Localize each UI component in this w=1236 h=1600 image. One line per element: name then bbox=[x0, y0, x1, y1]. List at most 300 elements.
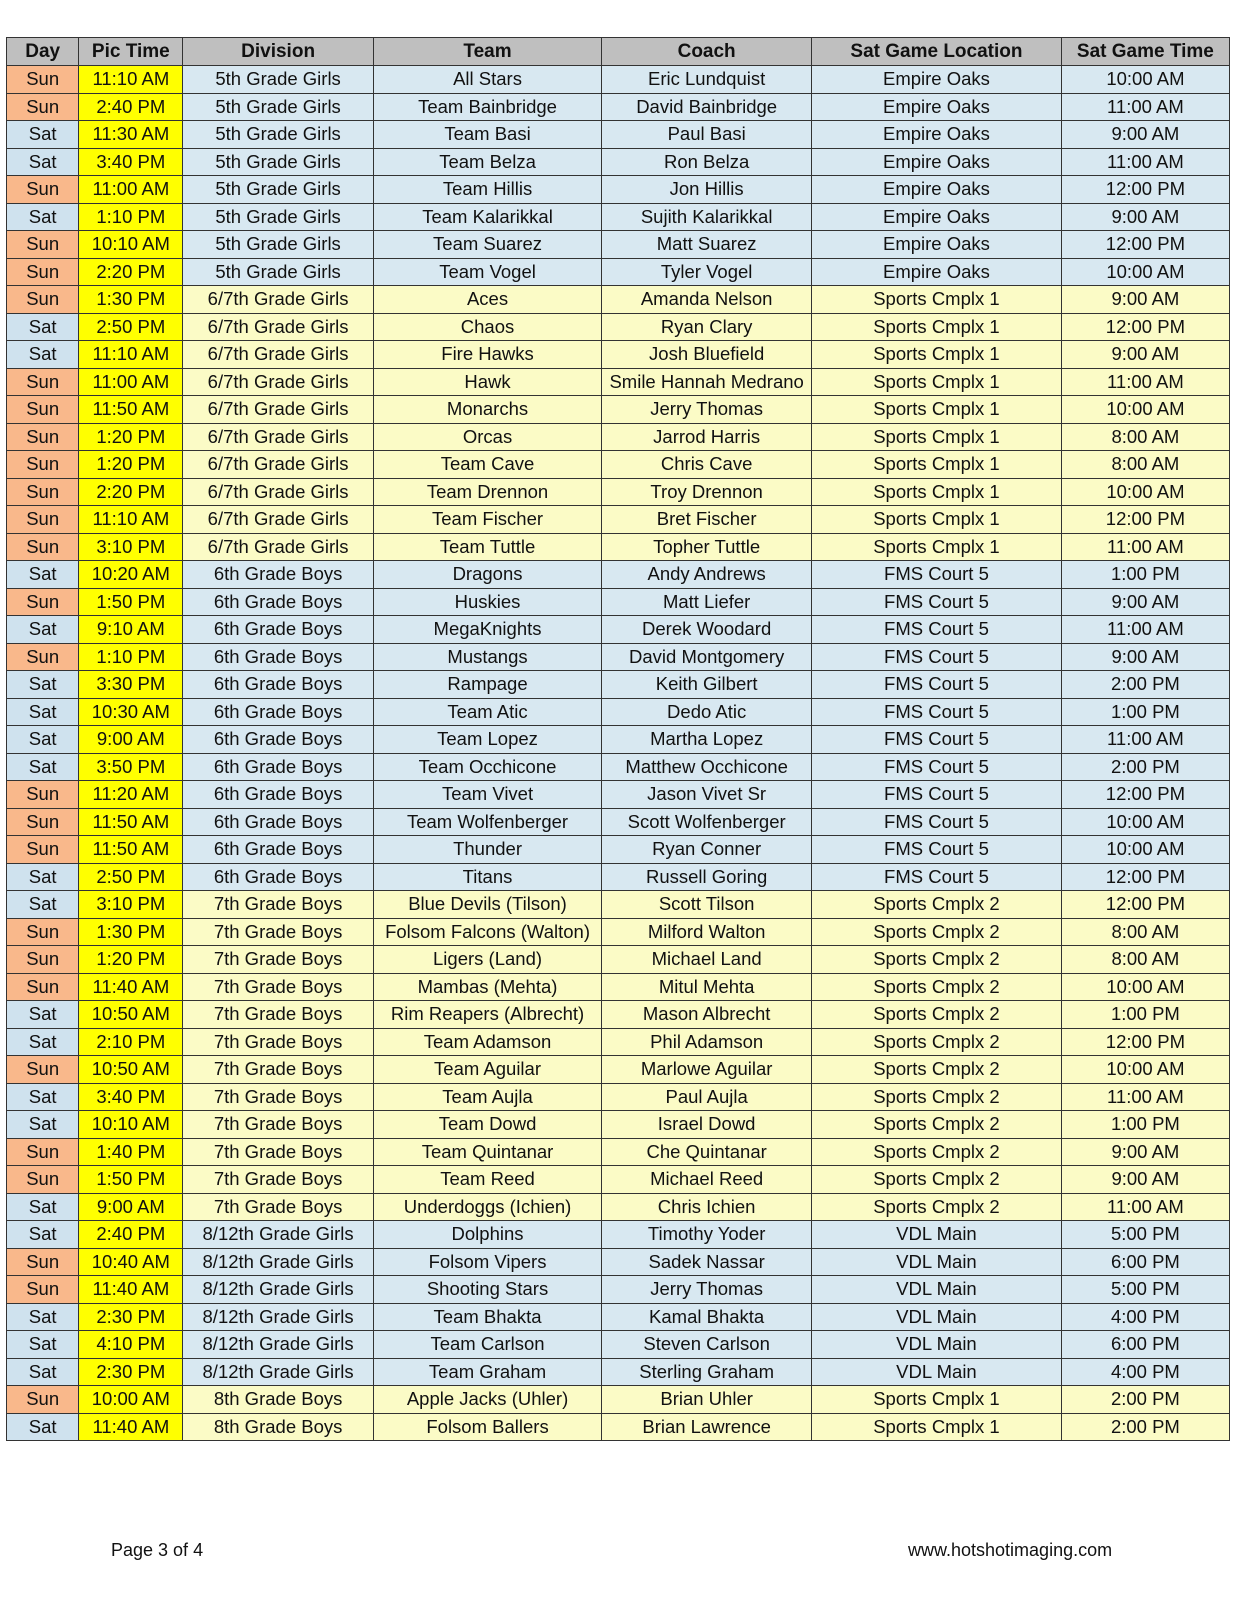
game-time-cell: 10:00 AM bbox=[1061, 478, 1229, 506]
game-time-cell: 10:00 AM bbox=[1061, 836, 1229, 864]
day-cell: Sun bbox=[7, 1138, 79, 1166]
pic-time-cell: 3:10 PM bbox=[79, 533, 183, 561]
coach-cell: Brian Uhler bbox=[602, 1386, 812, 1414]
pic-time-cell: 11:50 AM bbox=[79, 396, 183, 424]
header-team: Team bbox=[373, 38, 601, 66]
day-cell: Sun bbox=[7, 1386, 79, 1414]
pic-time-cell: 3:10 PM bbox=[79, 891, 183, 919]
game-time-cell: 6:00 PM bbox=[1061, 1248, 1229, 1276]
location-cell: Sports Cmplx 1 bbox=[812, 506, 1062, 534]
pic-time-cell: 1:20 PM bbox=[79, 423, 183, 451]
team-cell: Team Graham bbox=[373, 1358, 601, 1386]
location-cell: FMS Court 5 bbox=[812, 753, 1062, 781]
header-day: Day bbox=[7, 38, 79, 66]
pic-time-cell: 2:40 PM bbox=[79, 1221, 183, 1249]
coach-cell: Sujith Kalarikkal bbox=[602, 203, 812, 231]
location-cell: Sports Cmplx 1 bbox=[812, 533, 1062, 561]
day-cell: Sat bbox=[7, 1083, 79, 1111]
table-row bbox=[7, 643, 1230, 671]
table-row bbox=[7, 396, 1230, 424]
game-time-cell: 9:00 AM bbox=[1061, 588, 1229, 616]
team-cell: Aces bbox=[373, 286, 601, 314]
team-cell: Team Occhicone bbox=[373, 753, 601, 781]
team-cell: Team Basi bbox=[373, 121, 601, 149]
game-time-cell: 1:00 PM bbox=[1061, 1111, 1229, 1139]
team-cell: Team Aujla bbox=[373, 1083, 601, 1111]
division-cell: 6/7th Grade Girls bbox=[183, 506, 374, 534]
pic-time-cell: 11:10 AM bbox=[79, 341, 183, 369]
location-cell: FMS Court 5 bbox=[812, 698, 1062, 726]
coach-cell: Topher Tuttle bbox=[602, 533, 812, 561]
table-row bbox=[7, 753, 1230, 781]
team-cell: Team Reed bbox=[373, 1166, 601, 1194]
table-row bbox=[7, 66, 1230, 94]
day-cell: Sun bbox=[7, 396, 79, 424]
pic-time-cell: 1:50 PM bbox=[79, 588, 183, 616]
location-cell: Sports Cmplx 2 bbox=[812, 1001, 1062, 1029]
pic-time-cell: 10:50 AM bbox=[79, 1056, 183, 1084]
team-cell: Team Dowd bbox=[373, 1111, 601, 1139]
team-cell: Titans bbox=[373, 863, 601, 891]
pic-time-cell: 2:10 PM bbox=[79, 1028, 183, 1056]
game-time-cell: 2:00 PM bbox=[1061, 671, 1229, 699]
game-time-cell: 6:00 PM bbox=[1061, 1331, 1229, 1359]
team-cell: Team Bainbridge bbox=[373, 93, 601, 121]
game-time-cell: 8:00 AM bbox=[1061, 451, 1229, 479]
coach-cell: Bret Fischer bbox=[602, 506, 812, 534]
team-cell: Team Aguilar bbox=[373, 1056, 601, 1084]
team-cell: Team Drennon bbox=[373, 478, 601, 506]
team-cell: Team Wolfenberger bbox=[373, 808, 601, 836]
game-time-cell: 2:00 PM bbox=[1061, 1413, 1229, 1441]
division-cell: 5th Grade Girls bbox=[183, 121, 374, 149]
team-cell: Mambas (Mehta) bbox=[373, 973, 601, 1001]
team-cell: Dragons bbox=[373, 561, 601, 589]
location-cell: Sports Cmplx 2 bbox=[812, 1083, 1062, 1111]
team-cell: Team Carlson bbox=[373, 1331, 601, 1359]
coach-cell: Chris Cave bbox=[602, 451, 812, 479]
team-cell: Mustangs bbox=[373, 643, 601, 671]
game-time-cell: 2:00 PM bbox=[1061, 1386, 1229, 1414]
location-cell: Sports Cmplx 2 bbox=[812, 1166, 1062, 1194]
pic-time-cell: 11:40 AM bbox=[79, 973, 183, 1001]
division-cell: 6/7th Grade Girls bbox=[183, 313, 374, 341]
day-cell: Sun bbox=[7, 808, 79, 836]
header-row bbox=[7, 38, 1230, 66]
pic-time-cell: 3:30 PM bbox=[79, 671, 183, 699]
day-cell: Sun bbox=[7, 1056, 79, 1084]
game-time-cell: 9:00 AM bbox=[1061, 643, 1229, 671]
pic-time-cell: 10:10 AM bbox=[79, 1111, 183, 1139]
pic-time-cell: 9:00 AM bbox=[79, 726, 183, 754]
table-row bbox=[7, 506, 1230, 534]
coach-cell: Chris Ichien bbox=[602, 1193, 812, 1221]
team-cell: Team Hillis bbox=[373, 176, 601, 204]
pic-time-cell: 11:10 AM bbox=[79, 66, 183, 94]
table-row bbox=[7, 863, 1230, 891]
team-cell: Hawk bbox=[373, 368, 601, 396]
division-cell: 5th Grade Girls bbox=[183, 93, 374, 121]
location-cell: Sports Cmplx 1 bbox=[812, 341, 1062, 369]
day-cell: Sun bbox=[7, 506, 79, 534]
day-cell: Sat bbox=[7, 891, 79, 919]
game-time-cell: 9:00 AM bbox=[1061, 341, 1229, 369]
division-cell: 8/12th Grade Girls bbox=[183, 1276, 374, 1304]
location-cell: Empire Oaks bbox=[812, 93, 1062, 121]
coach-cell: Che Quintanar bbox=[602, 1138, 812, 1166]
pic-time-cell: 11:00 AM bbox=[79, 368, 183, 396]
team-cell: Team Cave bbox=[373, 451, 601, 479]
coach-cell: Mitul Mehta bbox=[602, 973, 812, 1001]
table-row bbox=[7, 1358, 1230, 1386]
table-row bbox=[7, 93, 1230, 121]
division-cell: 7th Grade Boys bbox=[183, 1166, 374, 1194]
table-row bbox=[7, 1138, 1230, 1166]
division-cell: 7th Grade Boys bbox=[183, 1001, 374, 1029]
game-time-cell: 1:00 PM bbox=[1061, 561, 1229, 589]
location-cell: Sports Cmplx 1 bbox=[812, 423, 1062, 451]
coach-cell: Russell Goring bbox=[602, 863, 812, 891]
day-cell: Sat bbox=[7, 671, 79, 699]
game-time-cell: 10:00 AM bbox=[1061, 973, 1229, 1001]
team-cell: Team Fischer bbox=[373, 506, 601, 534]
division-cell: 6th Grade Boys bbox=[183, 863, 374, 891]
pic-time-cell: 4:10 PM bbox=[79, 1331, 183, 1359]
coach-cell: Ron Belza bbox=[602, 148, 812, 176]
location-cell: FMS Court 5 bbox=[812, 808, 1062, 836]
table-row bbox=[7, 973, 1230, 1001]
division-cell: 6/7th Grade Girls bbox=[183, 533, 374, 561]
pic-time-cell: 3:40 PM bbox=[79, 1083, 183, 1111]
division-cell: 6th Grade Boys bbox=[183, 643, 374, 671]
table-row bbox=[7, 533, 1230, 561]
pic-time-cell: 11:50 AM bbox=[79, 836, 183, 864]
team-cell: All Stars bbox=[373, 66, 601, 94]
location-cell: Sports Cmplx 2 bbox=[812, 973, 1062, 1001]
table-row bbox=[7, 918, 1230, 946]
division-cell: 6/7th Grade Girls bbox=[183, 451, 374, 479]
game-time-cell: 10:00 AM bbox=[1061, 1056, 1229, 1084]
location-cell: FMS Court 5 bbox=[812, 781, 1062, 809]
coach-cell: Matt Liefer bbox=[602, 588, 812, 616]
division-cell: 6th Grade Boys bbox=[183, 561, 374, 589]
day-cell: Sat bbox=[7, 1303, 79, 1331]
pic-time-cell: 10:00 AM bbox=[79, 1386, 183, 1414]
table-row bbox=[7, 1248, 1230, 1276]
table-row bbox=[7, 1001, 1230, 1029]
coach-cell: Jarrod Harris bbox=[602, 423, 812, 451]
division-cell: 7th Grade Boys bbox=[183, 1056, 374, 1084]
coach-cell: Scott Wolfenberger bbox=[602, 808, 812, 836]
table-row bbox=[7, 451, 1230, 479]
day-cell: Sat bbox=[7, 1028, 79, 1056]
pic-time-cell: 11:00 AM bbox=[79, 176, 183, 204]
coach-cell: Brian Lawrence bbox=[602, 1413, 812, 1441]
coach-cell: Kamal Bhakta bbox=[602, 1303, 812, 1331]
day-cell: Sun bbox=[7, 1166, 79, 1194]
day-cell: Sun bbox=[7, 66, 79, 94]
pic-time-cell: 3:50 PM bbox=[79, 753, 183, 781]
game-time-cell: 9:00 AM bbox=[1061, 1138, 1229, 1166]
location-cell: Empire Oaks bbox=[812, 121, 1062, 149]
division-cell: 7th Grade Boys bbox=[183, 918, 374, 946]
day-cell: Sun bbox=[7, 451, 79, 479]
pic-time-cell: 11:50 AM bbox=[79, 808, 183, 836]
division-cell: 5th Grade Girls bbox=[183, 258, 374, 286]
coach-cell: Josh Bluefield bbox=[602, 341, 812, 369]
division-cell: 8/12th Grade Girls bbox=[183, 1221, 374, 1249]
coach-cell: Jerry Thomas bbox=[602, 396, 812, 424]
day-cell: Sun bbox=[7, 93, 79, 121]
team-cell: Shooting Stars bbox=[373, 1276, 601, 1304]
team-cell: Team Suarez bbox=[373, 231, 601, 259]
pic-time-cell: 1:30 PM bbox=[79, 918, 183, 946]
team-cell: Team Quintanar bbox=[373, 1138, 601, 1166]
table-row bbox=[7, 836, 1230, 864]
pic-time-cell: 10:10 AM bbox=[79, 231, 183, 259]
day-cell: Sat bbox=[7, 726, 79, 754]
day-cell: Sun bbox=[7, 368, 79, 396]
game-time-cell: 12:00 PM bbox=[1061, 1028, 1229, 1056]
table-row bbox=[7, 891, 1230, 919]
division-cell: 7th Grade Boys bbox=[183, 1028, 374, 1056]
team-cell: Underdoggs (Ichien) bbox=[373, 1193, 601, 1221]
table-row bbox=[7, 478, 1230, 506]
game-time-cell: 12:00 PM bbox=[1061, 313, 1229, 341]
team-cell: Team Lopez bbox=[373, 726, 601, 754]
header-sat-game-location: Sat Game Location bbox=[812, 38, 1062, 66]
pic-time-cell: 2:20 PM bbox=[79, 478, 183, 506]
table-row bbox=[7, 258, 1230, 286]
team-cell: Folsom Ballers bbox=[373, 1413, 601, 1441]
division-cell: 5th Grade Girls bbox=[183, 231, 374, 259]
pic-time-cell: 2:30 PM bbox=[79, 1358, 183, 1386]
game-time-cell: 1:00 PM bbox=[1061, 698, 1229, 726]
coach-cell: Dedo Atic bbox=[602, 698, 812, 726]
table-row bbox=[7, 1386, 1230, 1414]
day-cell: Sun bbox=[7, 533, 79, 561]
website-url: www.hotshotimaging.com bbox=[908, 1540, 1113, 1560]
schedule-body bbox=[7, 66, 1230, 1441]
game-time-cell: 11:00 AM bbox=[1061, 533, 1229, 561]
division-cell: 6/7th Grade Girls bbox=[183, 341, 374, 369]
location-cell: FMS Court 5 bbox=[812, 588, 1062, 616]
coach-cell: Troy Drennon bbox=[602, 478, 812, 506]
division-cell: 6/7th Grade Girls bbox=[183, 368, 374, 396]
day-cell: Sat bbox=[7, 753, 79, 781]
pic-time-cell: 3:40 PM bbox=[79, 148, 183, 176]
division-cell: 6th Grade Boys bbox=[183, 753, 374, 781]
division-cell: 5th Grade Girls bbox=[183, 66, 374, 94]
location-cell: Sports Cmplx 2 bbox=[812, 946, 1062, 974]
location-cell: FMS Court 5 bbox=[812, 561, 1062, 589]
day-cell: Sun bbox=[7, 1248, 79, 1276]
game-time-cell: 4:00 PM bbox=[1061, 1303, 1229, 1331]
table-row bbox=[7, 808, 1230, 836]
day-cell: Sat bbox=[7, 698, 79, 726]
team-cell: Blue Devils (Tilson) bbox=[373, 891, 601, 919]
table-row bbox=[7, 121, 1230, 149]
game-time-cell: 12:00 PM bbox=[1061, 891, 1229, 919]
pic-time-cell: 9:10 AM bbox=[79, 616, 183, 644]
pic-time-cell: 2:30 PM bbox=[79, 1303, 183, 1331]
pic-time-cell: 2:40 PM bbox=[79, 93, 183, 121]
division-cell: 8th Grade Boys bbox=[183, 1413, 374, 1441]
coach-cell: Matt Suarez bbox=[602, 231, 812, 259]
schedule-table bbox=[6, 37, 1230, 1441]
table-row bbox=[7, 1166, 1230, 1194]
day-cell: Sun bbox=[7, 231, 79, 259]
day-cell: Sun bbox=[7, 423, 79, 451]
team-cell: Thunder bbox=[373, 836, 601, 864]
division-cell: 7th Grade Boys bbox=[183, 1193, 374, 1221]
coach-cell: Andy Andrews bbox=[602, 561, 812, 589]
day-cell: Sat bbox=[7, 1193, 79, 1221]
team-cell: Chaos bbox=[373, 313, 601, 341]
table-row bbox=[7, 1276, 1230, 1304]
game-time-cell: 11:00 AM bbox=[1061, 148, 1229, 176]
coach-cell: Paul Aujla bbox=[602, 1083, 812, 1111]
location-cell: Empire Oaks bbox=[812, 66, 1062, 94]
table-row bbox=[7, 313, 1230, 341]
coach-cell: Sadek Nassar bbox=[602, 1248, 812, 1276]
table-row bbox=[7, 286, 1230, 314]
coach-cell: Michael Land bbox=[602, 946, 812, 974]
game-time-cell: 11:00 AM bbox=[1061, 368, 1229, 396]
division-cell: 6th Grade Boys bbox=[183, 588, 374, 616]
team-cell: Ligers (Land) bbox=[373, 946, 601, 974]
team-cell: Team Adamson bbox=[373, 1028, 601, 1056]
game-time-cell: 11:00 AM bbox=[1061, 1083, 1229, 1111]
team-cell: Team Vivet bbox=[373, 781, 601, 809]
team-cell: Rampage bbox=[373, 671, 601, 699]
location-cell: VDL Main bbox=[812, 1358, 1062, 1386]
coach-cell: Ryan Clary bbox=[602, 313, 812, 341]
day-cell: Sat bbox=[7, 1358, 79, 1386]
team-cell: Team Belza bbox=[373, 148, 601, 176]
coach-cell: Ryan Conner bbox=[602, 836, 812, 864]
table-row bbox=[7, 1221, 1230, 1249]
pic-time-cell: 10:30 AM bbox=[79, 698, 183, 726]
table-row bbox=[7, 1056, 1230, 1084]
table-row bbox=[7, 148, 1230, 176]
day-cell: Sun bbox=[7, 918, 79, 946]
pic-time-cell: 11:20 AM bbox=[79, 781, 183, 809]
coach-cell: Smile Hannah Medrano bbox=[602, 368, 812, 396]
day-cell: Sun bbox=[7, 286, 79, 314]
day-cell: Sat bbox=[7, 863, 79, 891]
table-row bbox=[7, 1413, 1230, 1441]
game-time-cell: 11:00 AM bbox=[1061, 616, 1229, 644]
day-cell: Sat bbox=[7, 1413, 79, 1441]
day-cell: Sun bbox=[7, 258, 79, 286]
day-cell: Sat bbox=[7, 121, 79, 149]
pic-time-cell: 1:20 PM bbox=[79, 946, 183, 974]
day-cell: Sat bbox=[7, 341, 79, 369]
game-time-cell: 10:00 AM bbox=[1061, 396, 1229, 424]
game-time-cell: 9:00 AM bbox=[1061, 121, 1229, 149]
pic-time-cell: 2:20 PM bbox=[79, 258, 183, 286]
coach-cell: Derek Woodard bbox=[602, 616, 812, 644]
coach-cell: Paul Basi bbox=[602, 121, 812, 149]
team-cell: Apple Jacks (Uhler) bbox=[373, 1386, 601, 1414]
division-cell: 7th Grade Boys bbox=[183, 1083, 374, 1111]
team-cell: Folsom Vipers bbox=[373, 1248, 601, 1276]
pic-time-cell: 11:40 AM bbox=[79, 1276, 183, 1304]
coach-cell: Jon Hillis bbox=[602, 176, 812, 204]
day-cell: Sat bbox=[7, 616, 79, 644]
division-cell: 5th Grade Girls bbox=[183, 176, 374, 204]
location-cell: Sports Cmplx 1 bbox=[812, 396, 1062, 424]
game-time-cell: 1:00 PM bbox=[1061, 1001, 1229, 1029]
day-cell: Sat bbox=[7, 1001, 79, 1029]
day-cell: Sat bbox=[7, 1331, 79, 1359]
division-cell: 8/12th Grade Girls bbox=[183, 1248, 374, 1276]
pic-time-cell: 10:50 AM bbox=[79, 1001, 183, 1029]
table-row bbox=[7, 616, 1230, 644]
coach-cell: Marlowe Aguilar bbox=[602, 1056, 812, 1084]
location-cell: Sports Cmplx 1 bbox=[812, 1386, 1062, 1414]
division-cell: 6th Grade Boys bbox=[183, 698, 374, 726]
game-time-cell: 12:00 PM bbox=[1061, 506, 1229, 534]
day-cell: Sun bbox=[7, 946, 79, 974]
day-cell: Sat bbox=[7, 1111, 79, 1139]
location-cell: FMS Court 5 bbox=[812, 616, 1062, 644]
day-cell: Sat bbox=[7, 148, 79, 176]
game-time-cell: 8:00 AM bbox=[1061, 946, 1229, 974]
location-cell: Sports Cmplx 2 bbox=[812, 1028, 1062, 1056]
day-cell: Sat bbox=[7, 1221, 79, 1249]
coach-cell: Jerry Thomas bbox=[602, 1276, 812, 1304]
location-cell: Sports Cmplx 2 bbox=[812, 918, 1062, 946]
game-time-cell: 10:00 AM bbox=[1061, 66, 1229, 94]
location-cell: Sports Cmplx 1 bbox=[812, 368, 1062, 396]
location-cell: Sports Cmplx 2 bbox=[812, 1056, 1062, 1084]
game-time-cell: 11:00 AM bbox=[1061, 93, 1229, 121]
division-cell: 6th Grade Boys bbox=[183, 671, 374, 699]
game-time-cell: 11:00 AM bbox=[1061, 1193, 1229, 1221]
division-cell: 6/7th Grade Girls bbox=[183, 396, 374, 424]
table-row bbox=[7, 1331, 1230, 1359]
division-cell: 5th Grade Girls bbox=[183, 148, 374, 176]
day-cell: Sun bbox=[7, 781, 79, 809]
header-coach: Coach bbox=[602, 38, 812, 66]
pic-time-cell: 1:20 PM bbox=[79, 451, 183, 479]
location-cell: Sports Cmplx 1 bbox=[812, 313, 1062, 341]
pic-time-cell: 1:10 PM bbox=[79, 203, 183, 231]
coach-cell: Michael Reed bbox=[602, 1166, 812, 1194]
division-cell: 6/7th Grade Girls bbox=[183, 423, 374, 451]
location-cell: Sports Cmplx 2 bbox=[812, 1138, 1062, 1166]
game-time-cell: 10:00 AM bbox=[1061, 808, 1229, 836]
team-cell: Huskies bbox=[373, 588, 601, 616]
table-row bbox=[7, 1303, 1230, 1331]
pic-time-cell: 11:40 AM bbox=[79, 1413, 183, 1441]
table-row bbox=[7, 671, 1230, 699]
game-time-cell: 9:00 AM bbox=[1061, 1166, 1229, 1194]
coach-cell: David Montgomery bbox=[602, 643, 812, 671]
division-cell: 6/7th Grade Girls bbox=[183, 478, 374, 506]
division-cell: 7th Grade Boys bbox=[183, 946, 374, 974]
location-cell: FMS Court 5 bbox=[812, 671, 1062, 699]
location-cell: Sports Cmplx 1 bbox=[812, 451, 1062, 479]
location-cell: FMS Court 5 bbox=[812, 863, 1062, 891]
table-row bbox=[7, 781, 1230, 809]
table-row bbox=[7, 176, 1230, 204]
location-cell: Sports Cmplx 1 bbox=[812, 478, 1062, 506]
game-time-cell: 12:00 PM bbox=[1061, 176, 1229, 204]
pic-time-cell: 1:30 PM bbox=[79, 286, 183, 314]
